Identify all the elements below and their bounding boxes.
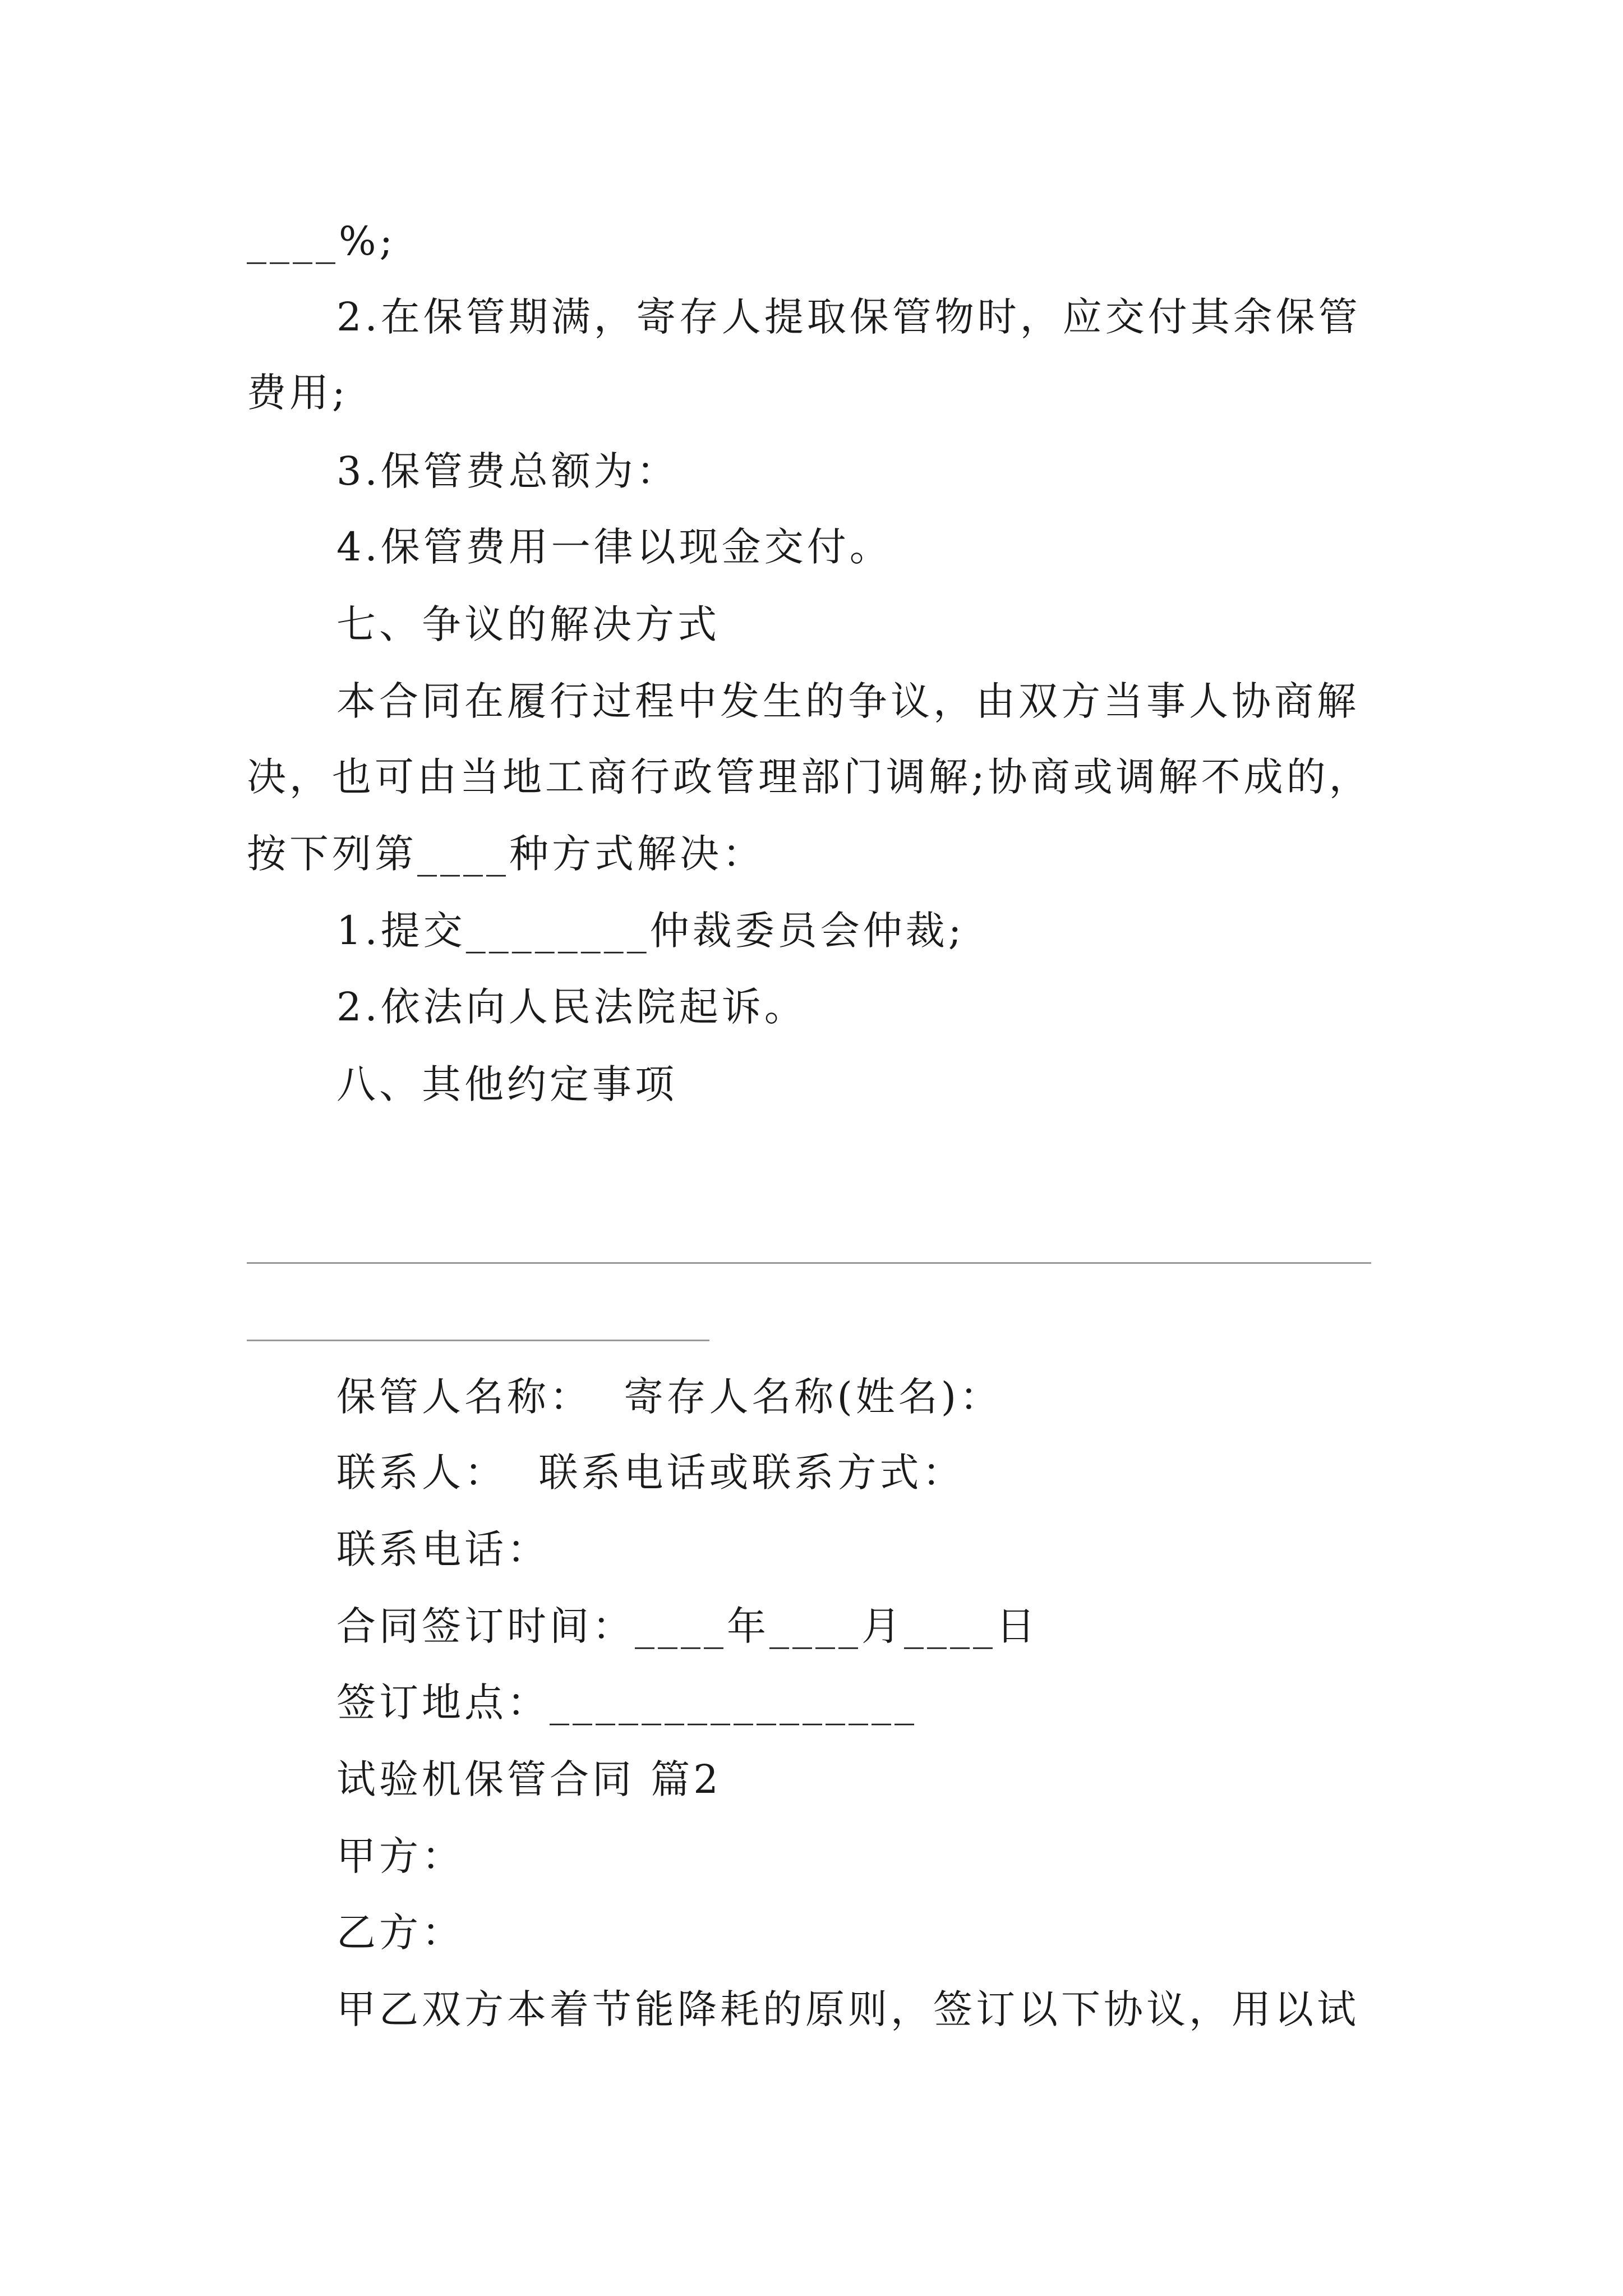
dispute-paragraph-line-2: 决，也可由当地工商行政管理部门调解;协商或调解不成的， [247, 754, 1372, 800]
party-a-line: 甲方： [336, 1833, 464, 1879]
dispute-paragraph-line-1: 本合同在履行过程中发生的争议，由双方当事人协商解 [336, 678, 1359, 724]
signing-place-line: 签订地点：________________ [336, 1680, 917, 1726]
blank-rule-long [247, 1262, 1371, 1264]
section-7-heading: 七、争议的解决方式 [336, 601, 720, 647]
contact-phone-line: 联系电话： [336, 1526, 550, 1572]
section-8-heading: 八、其他约定事项 [336, 1061, 677, 1107]
clause-2-continuation: 费用; [247, 370, 349, 416]
blank-rule-short [247, 1340, 709, 1341]
contract-title-part-2: 试验机保管合同 篇2 [336, 1756, 722, 1802]
dispute-option-2: 2.依法向人民法院起诉。 [336, 984, 807, 1030]
party-names-line: 保管人名称： 寄存人名称(姓名)： [336, 1374, 1003, 1420]
clause-3-text: 3.保管费总额为： [336, 448, 679, 494]
dispute-option-1: 1.提交________仲裁委员会仲裁; [336, 908, 965, 954]
contact-line: 联系人： 联系电话或联系方式： [336, 1450, 965, 1496]
blank-percent-line: ____%; [247, 218, 396, 264]
dispute-paragraph-line-3: 按下列第____种方式解决： [247, 831, 765, 877]
agreement-intro-line: 甲乙双方本着节能降耗的原则，签订以下协议，用以试 [336, 1986, 1359, 2032]
clause-4-text: 4.保管费用一律以现金交付。 [336, 524, 892, 570]
signing-date-line: 合同签订时间：____年____月____日 [336, 1603, 1039, 1649]
clause-2-text: 2.在保管期满，寄存人提取保管物时，应交付其余保管 [336, 294, 1361, 340]
party-b-line: 乙方： [336, 1910, 464, 1955]
